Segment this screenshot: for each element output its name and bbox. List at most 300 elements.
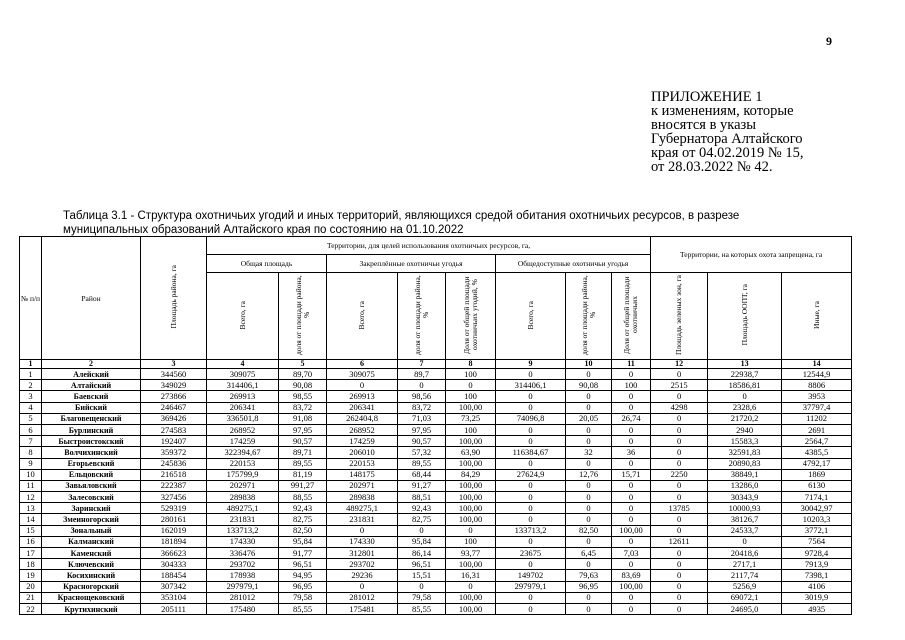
table-row <box>20 503 852 514</box>
cell-other-area: 4106 <box>782 581 852 592</box>
cell-green-zones: 0 <box>651 369 708 380</box>
cell-assigned-share-total: 16,31 <box>446 570 496 581</box>
cell-assigned-share: 95,84 <box>398 536 446 547</box>
cell-public-area: 0 <box>496 480 566 491</box>
hunting-lands-table <box>19 236 852 615</box>
cell-assigned-share: 0 <box>398 581 446 592</box>
column-number: 9 <box>496 360 566 369</box>
cell-total-area: 289838 <box>207 492 279 503</box>
cell-public-area: 0 <box>496 514 566 525</box>
cell-green-zones: 13785 <box>651 503 708 514</box>
cell-total-share: 96,51 <box>279 559 327 570</box>
cell-oopt-area: 30343,9 <box>708 492 782 503</box>
cell-total-area: 202971 <box>207 480 279 491</box>
cell-other-area: 3772,1 <box>782 525 852 536</box>
cell-public-share-total: 15,71 <box>612 469 651 480</box>
cell-assigned-area: 29236 <box>327 570 398 581</box>
cell-assigned-area: 293702 <box>327 559 398 570</box>
cell-public-share-total: 0 <box>612 559 651 570</box>
cell-public-share: 0 <box>566 559 612 570</box>
cell-public-share: 0 <box>566 592 612 603</box>
cell-public-share-total: 0 <box>612 458 651 469</box>
cell-assigned-share-total: 0 <box>446 525 496 536</box>
table-row <box>20 436 852 447</box>
column-number: 14 <box>782 360 852 369</box>
cell-total-share: 91,08 <box>279 413 327 424</box>
cell-public-share-total: 83,69 <box>612 570 651 581</box>
cell-assigned-area: 148175 <box>327 469 398 480</box>
cell-green-zones: 0 <box>651 548 708 559</box>
table-row <box>20 369 852 380</box>
cell-public-area: 27624,9 <box>496 469 566 480</box>
cell-public-share: 96,95 <box>566 581 612 592</box>
column-number: 13 <box>708 360 782 369</box>
cell-row-no: 2 <box>20 380 42 391</box>
cell-green-zones: 0 <box>651 592 708 603</box>
cell-other-area: 3019,9 <box>782 592 852 603</box>
header-green-zones-label: Площадь зеленых зон, га <box>674 274 684 355</box>
cell-total-area: 268952 <box>207 424 279 435</box>
cell-public-share-total: 0 <box>612 424 651 435</box>
cell-public-share-total: 0 <box>612 391 651 402</box>
cell-district: Ельцовский <box>42 469 141 480</box>
cell-row-no: 8 <box>20 447 42 458</box>
cell-district: Косихинский <box>42 570 141 581</box>
table-row <box>20 480 852 491</box>
cell-assigned-share: 89,55 <box>398 458 446 469</box>
header-district-area <box>141 237 207 360</box>
cell-assigned-area: 206341 <box>327 402 398 413</box>
cell-assigned-share: 83,72 <box>398 402 446 413</box>
cell-total-share: 94,95 <box>279 570 327 581</box>
cell-total-share: 89,70 <box>279 369 327 380</box>
table-row <box>20 413 852 424</box>
cell-public-area: 0 <box>496 369 566 380</box>
cell-public-share: 0 <box>566 480 612 491</box>
cell-public-share: 82,50 <box>566 525 612 536</box>
cell-assigned-area: 489275,1 <box>327 503 398 514</box>
cell-row-no: 11 <box>20 480 42 491</box>
column-number: 3 <box>141 360 207 369</box>
cell-oopt-area: 15583,3 <box>708 436 782 447</box>
cell-district-area: 205111 <box>141 603 207 614</box>
cell-public-share-total: 0 <box>612 402 651 413</box>
header-public-total <box>496 273 566 360</box>
cell-district-area: 192407 <box>141 436 207 447</box>
header-hunting-territories: Территории, для целей использования охотничьих ресурсов, га, <box>207 237 651 255</box>
cell-row-no: 10 <box>20 469 42 480</box>
cell-public-area: 0 <box>496 536 566 547</box>
table-body <box>20 360 852 615</box>
cell-row-no: 22 <box>20 603 42 614</box>
cell-assigned-share: 68,44 <box>398 469 446 480</box>
cell-assigned-share-total: 100 <box>446 424 496 435</box>
cell-oopt-area: 38126,7 <box>708 514 782 525</box>
cell-total-share: 85,55 <box>279 603 327 614</box>
cell-green-zones: 0 <box>651 559 708 570</box>
cell-assigned-share-total: 100,00 <box>446 559 496 570</box>
cell-oopt-area: 2328,6 <box>708 402 782 413</box>
cell-green-zones: 0 <box>651 525 708 536</box>
cell-district-area: 366623 <box>141 548 207 559</box>
cell-assigned-share: 92,43 <box>398 503 446 514</box>
column-number: 5 <box>279 360 327 369</box>
table-row <box>20 469 852 480</box>
cell-assigned-area: 262404,8 <box>327 413 398 424</box>
cell-district-area: 304333 <box>141 559 207 570</box>
table-row <box>20 458 852 469</box>
cell-assigned-share: 71,03 <box>398 413 446 424</box>
cell-district: Каменский <box>42 548 141 559</box>
cell-public-share: 6,45 <box>566 548 612 559</box>
cell-other-area: 7564 <box>782 536 852 547</box>
cell-assigned-area: 312801 <box>327 548 398 559</box>
cell-total-share: 90,08 <box>279 380 327 391</box>
header-district: Район <box>42 237 141 360</box>
cell-row-no: 7 <box>20 436 42 447</box>
cell-total-share: 89,55 <box>279 458 327 469</box>
cell-public-area: 297979,1 <box>496 581 566 592</box>
cell-total-share: 96,95 <box>279 581 327 592</box>
cell-public-area: 0 <box>496 436 566 447</box>
table-row <box>20 380 852 391</box>
header-public-total-label: Всего, га <box>525 300 535 330</box>
cell-district: Алейский <box>42 369 141 380</box>
cell-public-area: 23675 <box>496 548 566 559</box>
cell-public-area: 0 <box>496 603 566 614</box>
cell-assigned-share-total: 100,00 <box>446 436 496 447</box>
cell-total-share: 82,50 <box>279 525 327 536</box>
cell-total-area: 336476 <box>207 548 279 559</box>
cell-assigned-share: 96,51 <box>398 559 446 570</box>
cell-public-share: 0 <box>566 503 612 514</box>
cell-row-no: 1 <box>20 369 42 380</box>
cell-total-share: 82,75 <box>279 514 327 525</box>
cell-other-area: 30042,97 <box>782 503 852 514</box>
cell-total-area: 322394,67 <box>207 447 279 458</box>
header-other-label: Иные, га <box>811 301 821 329</box>
cell-public-share: 0 <box>566 391 612 402</box>
cell-total-area: 269913 <box>207 391 279 402</box>
cell-assigned-area: 174330 <box>327 536 398 547</box>
cell-district: Благовещенский <box>42 413 141 424</box>
cell-public-area: 0 <box>496 424 566 435</box>
cell-oopt-area: 22938,7 <box>708 369 782 380</box>
cell-district-area: 359372 <box>141 447 207 458</box>
cell-oopt-area: 5256,9 <box>708 581 782 592</box>
cell-assigned-share-total: 100,00 <box>446 603 496 614</box>
cell-public-share-total: 100,00 <box>612 525 651 536</box>
table-row <box>20 603 852 614</box>
cell-row-no: 20 <box>20 581 42 592</box>
cell-assigned-share: 57,32 <box>398 447 446 458</box>
cell-other-area: 11202 <box>782 413 852 424</box>
cell-assigned-share-total: 100,00 <box>446 402 496 413</box>
page-number: 9 <box>826 34 832 48</box>
cell-public-share-total: 0 <box>612 514 651 525</box>
cell-other-area: 37797,4 <box>782 402 852 413</box>
cell-public-share: 0 <box>566 402 612 413</box>
cell-assigned-share: 88,51 <box>398 492 446 503</box>
cell-assigned-share: 79,58 <box>398 592 446 603</box>
cell-assigned-share-total: 100,00 <box>446 492 496 503</box>
cell-public-area: 0 <box>496 458 566 469</box>
cell-district-area: 369426 <box>141 413 207 424</box>
table-row <box>20 559 852 570</box>
cell-other-area: 4385,5 <box>782 447 852 458</box>
column-number-row <box>20 360 852 369</box>
cell-public-share-total: 0 <box>612 592 651 603</box>
cell-assigned-area: 220153 <box>327 458 398 469</box>
cell-other-area: 7398,1 <box>782 570 852 581</box>
cell-district-area: 344560 <box>141 369 207 380</box>
cell-assigned-area: 231831 <box>327 514 398 525</box>
cell-public-share: 79,63 <box>566 570 612 581</box>
cell-district: Егорьевский <box>42 458 141 469</box>
cell-total-share: 88,55 <box>279 492 327 503</box>
cell-total-area: 206341 <box>207 402 279 413</box>
cell-total-share: 91,77 <box>279 548 327 559</box>
cell-total-area: 293702 <box>207 559 279 570</box>
cell-assigned-share: 82,75 <box>398 514 446 525</box>
cell-total-share: 90,57 <box>279 436 327 447</box>
header-total-area: Общая площадь <box>207 255 327 273</box>
cell-other-area: 12544,9 <box>782 369 852 380</box>
table-row <box>20 402 852 413</box>
cell-assigned-share: 0 <box>398 380 446 391</box>
cell-assigned-area: 281012 <box>327 592 398 603</box>
cell-public-share-total: 26,74 <box>612 413 651 424</box>
cell-total-area: 309075 <box>207 369 279 380</box>
cell-row-no: 13 <box>20 503 42 514</box>
cell-assigned-share-total: 0 <box>446 380 496 391</box>
cell-total-area: 175799,9 <box>207 469 279 480</box>
cell-green-zones: 0 <box>651 603 708 614</box>
cell-assigned-share: 90,57 <box>398 436 446 447</box>
cell-public-share-total: 0 <box>612 480 651 491</box>
cell-public-area: 0 <box>496 402 566 413</box>
cell-public-share: 0 <box>566 492 612 503</box>
cell-public-share: 12,76 <box>566 469 612 480</box>
cell-green-zones: 2515 <box>651 380 708 391</box>
cell-oopt-area: 18586,81 <box>708 380 782 391</box>
cell-total-area: 220153 <box>207 458 279 469</box>
cell-district: Ключевский <box>42 559 141 570</box>
cell-public-share-total: 0 <box>612 603 651 614</box>
cell-district-area: 216518 <box>141 469 207 480</box>
cell-public-area: 0 <box>496 503 566 514</box>
cell-other-area: 4935 <box>782 603 852 614</box>
cell-assigned-area: 309075 <box>327 369 398 380</box>
cell-row-no: 18 <box>20 559 42 570</box>
cell-row-no: 17 <box>20 548 42 559</box>
cell-row-no: 19 <box>20 570 42 581</box>
cell-assigned-area: 289838 <box>327 492 398 503</box>
cell-green-zones: 12611 <box>651 536 708 547</box>
cell-green-zones: 4298 <box>651 402 708 413</box>
cell-public-share: 90,08 <box>566 380 612 391</box>
cell-total-area: 133713,2 <box>207 525 279 536</box>
cell-total-area: 489275,1 <box>207 503 279 514</box>
cell-other-area: 8806 <box>782 380 852 391</box>
cell-district-area: 327456 <box>141 492 207 503</box>
cell-oopt-area: 32591,83 <box>708 447 782 458</box>
cell-assigned-share: 97,95 <box>398 424 446 435</box>
header-public-share <box>566 273 612 360</box>
cell-total-share: 83,72 <box>279 402 327 413</box>
cell-oopt-area: 13286,0 <box>708 480 782 491</box>
cell-total-area: 174259 <box>207 436 279 447</box>
cell-green-zones: 2250 <box>651 469 708 480</box>
cell-district: Быстроистокский <box>42 436 141 447</box>
appendix-line: к изменениям, которые <box>651 103 794 119</box>
header-public-share-total-label: Доля от общей площади охотничьих <box>622 276 640 354</box>
header-share-district-label: доля от площади района, % <box>293 275 311 355</box>
cell-assigned-share-total: 100 <box>446 369 496 380</box>
cell-total-share: 991,27 <box>279 480 327 491</box>
header-assigned-share-label: доля от площади района, % <box>412 275 430 355</box>
header-no: № п/п <box>20 237 42 360</box>
cell-district-area: 162019 <box>141 525 207 536</box>
table-row <box>20 447 852 458</box>
table-row <box>20 492 852 503</box>
cell-total-share: 97,95 <box>279 424 327 435</box>
cell-public-area: 149702 <box>496 570 566 581</box>
cell-assigned-area: 0 <box>327 581 398 592</box>
column-number: 11 <box>612 360 651 369</box>
cell-public-area: 0 <box>496 492 566 503</box>
column-number: 7 <box>398 360 446 369</box>
cell-district-area: 529319 <box>141 503 207 514</box>
cell-assigned-area: 174259 <box>327 436 398 447</box>
cell-public-area: 116384,67 <box>496 447 566 458</box>
cell-green-zones: 0 <box>651 391 708 402</box>
cell-assigned-share-total: 100 <box>446 536 496 547</box>
cell-other-area: 4792,17 <box>782 458 852 469</box>
cell-district: Краснощековский <box>42 592 141 603</box>
cell-public-share-total: 0 <box>612 536 651 547</box>
column-number: 12 <box>651 360 708 369</box>
header-assigned-lands: Закреплённые охотничьи угодья <box>327 255 496 273</box>
cell-district-area: 353104 <box>141 592 207 603</box>
cell-district-area: 274583 <box>141 424 207 435</box>
cell-total-share: 79,58 <box>279 592 327 603</box>
cell-district: Калманский <box>42 536 141 547</box>
header-prohibited-territories: Территории, на которых охота запрещена, га <box>651 237 852 273</box>
cell-row-no: 4 <box>20 402 42 413</box>
cell-green-zones: 0 <box>651 436 708 447</box>
header-public-share-total <box>612 273 651 360</box>
cell-assigned-area: 0 <box>327 380 398 391</box>
cell-green-zones: 0 <box>651 570 708 581</box>
cell-district-area: 246467 <box>141 402 207 413</box>
cell-assigned-share-total: 73,25 <box>446 413 496 424</box>
cell-total-area: 281012 <box>207 592 279 603</box>
cell-district: Баевский <box>42 391 141 402</box>
cell-other-area: 7174,1 <box>782 492 852 503</box>
table-row <box>20 391 852 402</box>
cell-other-area: 2564,7 <box>782 436 852 447</box>
header-oopt-label: Площадь ООПТ, га <box>739 284 749 346</box>
header-public-lands: Общедоступные охотничьи угодья <box>496 255 651 273</box>
cell-district-area: 307342 <box>141 581 207 592</box>
appendix-heading <box>651 90 861 174</box>
cell-total-area: 175480 <box>207 603 279 614</box>
cell-total-share: 89,71 <box>279 447 327 458</box>
caption-line-2: муниципальных образований Алтайского края по состоянию на 01.10.2022 <box>63 224 464 236</box>
cell-green-zones: 0 <box>651 458 708 469</box>
cell-assigned-area: 202971 <box>327 480 398 491</box>
header-total-ha <box>207 273 279 360</box>
cell-other-area: 7913,9 <box>782 559 852 570</box>
header-assigned-total-label: Всего, га <box>357 300 366 330</box>
appendix-line: края от 04.02.2019 № 15, <box>651 145 804 161</box>
cell-row-no: 3 <box>20 391 42 402</box>
cell-assigned-share-total: 63,90 <box>446 447 496 458</box>
cell-district-area: 280161 <box>141 514 207 525</box>
cell-oopt-area: 2717,1 <box>708 559 782 570</box>
cell-public-share: 32 <box>566 447 612 458</box>
cell-row-no: 5 <box>20 413 42 424</box>
cell-public-share-total: 0 <box>612 492 651 503</box>
cell-public-share: 0 <box>566 603 612 614</box>
cell-total-share: 98,55 <box>279 391 327 402</box>
caption-line-1: Таблица 3.1 - Структура охотничьих угодий и иных территорий, являющихся средой обитания охотничьих ресурсов, в разрезе <box>63 210 740 222</box>
cell-public-share-total: 7,03 <box>612 548 651 559</box>
table-row <box>20 514 852 525</box>
cell-public-share: 0 <box>566 458 612 469</box>
cell-oopt-area: 38849,1 <box>708 469 782 480</box>
header-share-district <box>279 273 327 360</box>
cell-oopt-area: 0 <box>708 391 782 402</box>
cell-oopt-area: 2117,74 <box>708 570 782 581</box>
cell-public-area: 0 <box>496 391 566 402</box>
cell-assigned-share-total: 100,00 <box>446 503 496 514</box>
cell-public-share: 0 <box>566 424 612 435</box>
cell-assigned-share-total: 100,00 <box>446 592 496 603</box>
cell-row-no: 14 <box>20 514 42 525</box>
cell-public-share: 20,05 <box>566 413 612 424</box>
appendix-line: вносятся в указы <box>651 117 757 133</box>
cell-oopt-area: 24695,0 <box>708 603 782 614</box>
cell-assigned-share: 98,56 <box>398 391 446 402</box>
cell-other-area: 1869 <box>782 469 852 480</box>
cell-assigned-area: 268952 <box>327 424 398 435</box>
cell-public-area: 74096,8 <box>496 413 566 424</box>
cell-assigned-share-total: 100 <box>446 391 496 402</box>
table-caption <box>63 209 823 237</box>
cell-row-no: 12 <box>20 492 42 503</box>
column-number: 1 <box>20 360 42 369</box>
appendix-line: Губернатора Алтайского <box>651 131 803 147</box>
header-oopt <box>708 273 782 360</box>
cell-district: Бийский <box>42 402 141 413</box>
cell-row-no: 16 <box>20 536 42 547</box>
cell-public-area: 133713,2 <box>496 525 566 536</box>
cell-other-area: 3953 <box>782 391 852 402</box>
cell-total-area: 231831 <box>207 514 279 525</box>
cell-total-share: 81,19 <box>279 469 327 480</box>
cell-district: Завьяловский <box>42 480 141 491</box>
cell-district-area: 349029 <box>141 380 207 391</box>
cell-district-area: 222387 <box>141 480 207 491</box>
cell-row-no: 15 <box>20 525 42 536</box>
cell-green-zones: 0 <box>651 492 708 503</box>
cell-district-area: 188454 <box>141 570 207 581</box>
cell-public-share: 0 <box>566 436 612 447</box>
cell-public-share-total: 100 <box>612 380 651 391</box>
header-other <box>782 273 852 360</box>
